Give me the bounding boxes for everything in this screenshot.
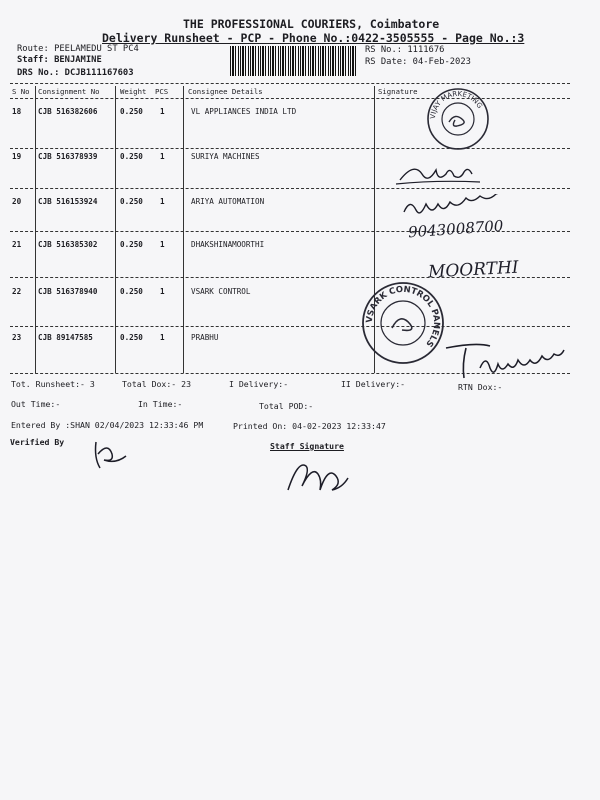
- stamp2-text: VSARK CONTROL PANELS: [364, 284, 442, 349]
- column-header: Consignment No: [38, 87, 100, 96]
- out-time: Out Time:-: [11, 399, 61, 409]
- cell-pcs: 1: [160, 152, 165, 161]
- cell-sno: 18: [12, 107, 22, 116]
- cell-pcs: 1: [160, 287, 165, 296]
- handwritten-signature: [282, 448, 358, 496]
- staff-label: Staff: BENJAMINE: [17, 55, 102, 65]
- cell-consignment: CJB 516382606: [38, 107, 98, 116]
- cell-weight: 0.250: [120, 107, 143, 116]
- company-stamp: [360, 280, 446, 366]
- cell-consignment: CJB 516378940: [38, 287, 98, 296]
- cell-consignee: DHAKSHINAMOORTHI: [191, 240, 265, 249]
- verified-by: Verified By: [10, 437, 65, 447]
- stamp1-text: VIJAY MARKETING: [428, 89, 484, 120]
- col-divider: [35, 86, 36, 373]
- cell-weight: 0.250: [120, 287, 143, 296]
- table-top-rule: [10, 83, 570, 84]
- entered-by: Entered By :SHAN 02/04/2023 12:33:46 PM: [11, 420, 204, 430]
- cell-pcs: 1: [160, 197, 165, 206]
- runsheet-subtitle: Delivery Runsheet - PCP - Phone No.:0422-3505555 - Page No.:3: [102, 31, 525, 45]
- cell-consignee: PRABHU: [191, 333, 219, 342]
- cell-consignment: CJB 516378939: [38, 152, 98, 161]
- handwritten-signature: [392, 154, 492, 190]
- col-divider: [183, 86, 184, 373]
- i-delivery: I Delivery:-: [229, 379, 289, 389]
- cell-weight: 0.250: [120, 240, 143, 249]
- ii-delivery: II Delivery:-: [341, 379, 406, 389]
- row-rule: [10, 326, 570, 327]
- rs-date-label: RS Date: 04-Feb-2023: [365, 57, 471, 67]
- cell-pcs: 1: [160, 240, 165, 249]
- drs-label: DRS No.: DCJB111167603: [17, 68, 134, 78]
- rtn-dox: RTN Dox:-: [458, 382, 503, 392]
- handwritten-signature: [440, 328, 580, 384]
- cell-sno: 23: [12, 333, 22, 342]
- total-dox: Total Dox:- 23: [122, 379, 192, 389]
- cell-weight: 0.250: [120, 152, 143, 161]
- column-header: Consignee Details: [188, 87, 263, 96]
- cell-weight: 0.250: [120, 197, 143, 206]
- column-header: Signature: [378, 87, 418, 96]
- cell-consignment: CJB 516385302: [38, 240, 98, 249]
- cell-consignee: SURIYA MACHINES: [191, 152, 260, 161]
- staff-signature-label: Staff Signature: [270, 441, 344, 451]
- printed-on: Printed On: 04-02-2023 12:33:47: [233, 421, 386, 431]
- cell-consignee: VSARK CONTROL: [191, 287, 251, 296]
- handwritten-name: MOORTHI: [427, 257, 520, 283]
- cell-consignment: CJB 89147585: [38, 333, 93, 342]
- column-header: S No: [12, 87, 30, 96]
- cell-sno: 21: [12, 240, 22, 249]
- column-header: PCS: [155, 87, 169, 96]
- cell-consignee: VL APPLIANCES INDIA LTD: [191, 107, 297, 116]
- barcode: [230, 46, 356, 76]
- cell-consignee: ARIYA AUTOMATION: [191, 197, 265, 206]
- handwritten-signature: [88, 436, 136, 472]
- cell-sno: 22: [12, 287, 22, 296]
- cell-sno: 19: [12, 152, 22, 161]
- in-time: In Time:-: [138, 399, 183, 409]
- company-title: THE PROFESSIONAL COURIERS, Coimbatore: [183, 17, 440, 31]
- handwritten-phone: 9043008700: [407, 216, 504, 242]
- column-header: Weight: [120, 87, 147, 96]
- cell-sno: 20: [12, 197, 22, 206]
- tot-runsheet: Tot. Runsheet:- 3: [11, 379, 95, 389]
- col-divider: [115, 86, 116, 373]
- cell-weight: 0.250: [120, 333, 143, 342]
- company-stamp: [425, 86, 491, 152]
- cell-pcs: 1: [160, 333, 165, 342]
- cell-consignment: CJB 516153924: [38, 197, 98, 206]
- route-label: Route: PEELAMEDU ST PC4: [17, 44, 139, 54]
- total-pod: Total POD:-: [259, 401, 314, 411]
- handwritten-signature: [398, 194, 518, 218]
- cell-pcs: 1: [160, 107, 165, 116]
- rs-no-label: RS No.: 1111676: [365, 45, 445, 55]
